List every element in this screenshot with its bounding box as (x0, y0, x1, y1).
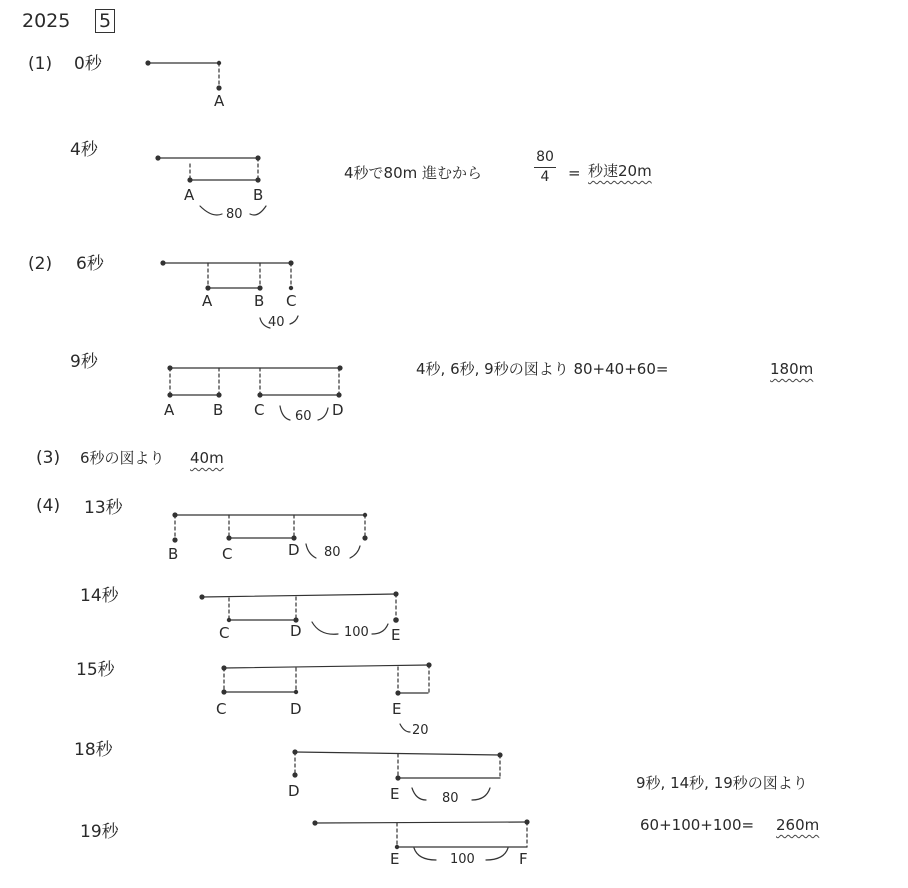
q1-fraction-numerator: 80 (536, 149, 554, 165)
q2-t9-point-b: B (213, 401, 224, 419)
year-label: 2025 (22, 10, 71, 32)
q1-t4-label: 4秒 (70, 140, 98, 160)
q1-answer: 秒速20m (588, 162, 652, 180)
q4-t13-label: 13秒 (84, 498, 123, 518)
q4-t15-point-d: D (290, 700, 302, 718)
diagram-q4-t15 (222, 663, 431, 732)
q2-t6-point-a: A (202, 292, 213, 310)
q4-note-line1: 9秒, 14秒, 19秒の図より (636, 774, 808, 792)
q4-t19-point-e: E (390, 850, 400, 868)
q4-label: (4) (36, 496, 61, 516)
q1-t4-point-b: B (253, 186, 264, 204)
q1-fraction-denominator: 4 (540, 169, 550, 186)
q1-equals: = (568, 164, 581, 182)
q2-t6-point-c: C (286, 292, 297, 310)
q4-t18-gap: 80 (442, 791, 459, 806)
q4-t14-label: 14秒 (80, 586, 119, 606)
q4-note-line2: 60+100+100= (640, 816, 755, 834)
q2-label: (2) (28, 254, 53, 274)
q4-t13-point-b: B (168, 545, 179, 563)
q2-t9-point-a: A (164, 401, 175, 419)
q1-t4-gap: 80 (226, 207, 243, 222)
q4-t15-point-e: E (392, 700, 402, 718)
q4-t18-point-d: D (288, 782, 300, 800)
q2-answer: 180m (770, 360, 814, 378)
q2-t9-point-c: C (254, 401, 265, 419)
q2-t9-label: 9秒 (70, 352, 98, 372)
q2-t6-gap: 40 (268, 315, 285, 330)
q4-t15-label: 15秒 (76, 660, 115, 680)
q4-t15-point-c: C (216, 700, 227, 718)
q2-note: 4秒, 6秒, 9秒の図より 80+40+60= (416, 360, 669, 378)
q2-t9-gap: 60 (295, 409, 312, 424)
q4-t14-point-c: C (219, 624, 230, 642)
problem-number-box: 5 (95, 9, 115, 33)
q4-t18-point-e: E (390, 785, 400, 803)
q2-t6-label: 6秒 (76, 254, 104, 274)
q4-answer: 260m (776, 816, 820, 834)
diagram-q1-t4 (156, 156, 266, 215)
q4-t19-point-f: F (519, 850, 528, 868)
q1-t0-label: 0秒 (74, 54, 102, 74)
q3-label: (3) (36, 448, 61, 468)
q4-t13-gap: 80 (324, 545, 341, 560)
q1-label: (1) (28, 54, 53, 74)
q1-t4-point-a: A (184, 186, 195, 204)
q1-fraction (534, 150, 556, 186)
q4-t14-point-d: D (290, 622, 302, 640)
q1-t0-point-a: A (214, 92, 225, 110)
q1-note: 4秒で80m 進むから (344, 164, 483, 182)
q3-text: 6秒の図より (80, 449, 165, 467)
q4-t13-point-d: D (288, 541, 300, 559)
q4-t14-point-e: E (391, 626, 401, 644)
q4-t13-point-c: C (222, 545, 233, 563)
diagram-q1-t0 (146, 61, 221, 90)
q4-t19-gap: 100 (450, 852, 475, 867)
q3-answer: 40m (190, 449, 224, 467)
q4-t18-label: 18秒 (74, 740, 113, 760)
q4-t15-gap: 20 (412, 723, 429, 738)
q2-t9-point-d: D (332, 401, 344, 419)
fraction-bar (534, 167, 556, 168)
q4-t14-gap: 100 (344, 625, 369, 640)
q2-t6-point-b: B (254, 292, 265, 310)
q4-t19-label: 19秒 (80, 822, 119, 842)
diagram-q4-t19 (313, 820, 529, 860)
